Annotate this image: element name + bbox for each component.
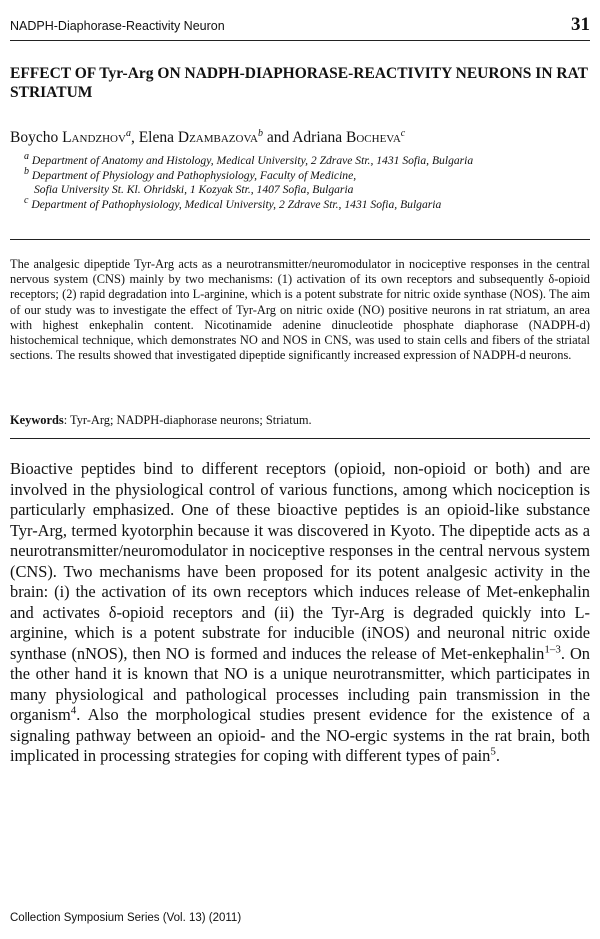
author-surname: Landzhov [62,129,126,146]
affiliation-mark: a [24,151,29,163]
affiliation-mark: c [24,194,29,206]
abstract-top-rule [10,239,590,240]
keywords-text: : Tyr-Arg; NADPH-diaphorase neurons; Striatum. [63,413,312,427]
citation-ref: 1–3 [544,643,561,656]
body-text [10,459,590,767]
affiliation-b-continuation: Sofia University St. Kl. Ohridski, 1 Kozyak Str., 1407 Sofia, Bulgaria [34,183,354,196]
author-given-name: Elena [138,129,174,146]
affiliation-list [24,151,474,212]
body-text-segment: Bioactive peptides bind to different receptors (opioid, non-opioid or both) and are involved in the physiological control of various functions, among which nociception is particularly emphasized. One of these bioactive peptides is an opioid-like substance Tyr-Arg, termed kyotorphin because it was discovered in Kyoto. The dipeptide acts as a neurotransmitter/neuromodulator in nociceptive responses in the central nervous system (CNS). Two mechanisms have been proposed for its potent analgesic activity in the brain: (i) the activation of its own receptors which induces release of Met-enkephalin and activates δ-opioid receptors and (ii) the Tyr-Arg is degraded quickly into L-arginine, which is a potent substrate for inducible (iNOS) and neuronal nitric oxide synthase (nNOS), then NO is formed and induces the release of Met-enkephalin [10,459,590,663]
page-number: 31 [571,14,590,35]
author-surname: Dzambazova [177,129,258,146]
affiliation-mark: b [257,127,263,139]
author-separator: , [130,129,139,146]
author-list [10,129,405,147]
body-text-segment: . Also the morphological studies present evidence for the existence of a signaling pathway between an opioid- and the NO-ergic systems in the rat brain, both implicated in processing strategies for coping with different types of pain [10,705,590,765]
author-given-name: Boycho [10,129,59,146]
journal-footer: Collection Symposium Series (Vol. 13) (2011) [10,912,242,924]
body-text-segment: . On the other hand it is known that NO is a unique neurotransmitter, which participates in many physiological and pathological processes including pain transmission in the organism [10,643,590,724]
running-title: NADPH-Diaphorase-Reactivity Neuron [10,19,225,33]
body-text-segment: . [495,746,500,765]
citation-ref: 5 [490,745,496,758]
affiliation-b [24,165,473,184]
author-separator: and [262,129,293,146]
abstract-text: The analgesic dipeptide Tyr-Arg acts as a neurotransmitter/neuromodulator in nociceptive responses in the central nervous system (CNS) mainly by two mechanisms: (1) activation of its own receptors and subsequently δ-opioid receptors; (2) rapid degradation into L-arginine, which is a potent substrate for nitric oxide synthase (NOS). The aim of our study was to investigate the effect of Tyr-Arg on nitric oxide (NO) positive neurons in rat striatum, an area with highest enkephalin content. Nicotinamide adenine dinucleotide phosphate diaphorase (NADPH-d) histochemical technique, which demonstrates NO and NOS in CNS, was used to stain cells and fibers of the striatal sections. The results showed that investigated dipeptide significantly increased expression of NADPH-d neurons. [10,257,590,363]
affiliation-text: Department of Pathophysiology, Medical University, 2 Zdrave Str., 1431 Sofia, Bulgaria [31,197,442,211]
author-surname: Bocheva [346,129,401,146]
affiliation-text: Department of Anatomy and Histology, Medical University, 2 Zdrave Str., 1431 Sofia, Bulgaria [31,154,474,167]
affiliation-mark: b [24,165,29,177]
citation-ref: 4 [70,704,77,717]
abstract-bottom-rule [10,438,590,439]
affiliation-mark: c [400,127,406,139]
keywords-label: Keywords [10,413,64,427]
body-paragraph [10,459,590,767]
running-header [10,14,590,41]
author-given-name: Adriana [292,129,343,146]
affiliation-c [24,194,473,213]
article-title: EFFECT OF Tyr-Arg ON NADPH-DIAPHORASE-REACTIVITY NEURONS IN RAT STRIATUM [10,65,588,101]
affiliation-text: Department of Physiology and Pathophysiology, Faculty of Medicine, [31,168,357,182]
affiliation-a [24,151,474,169]
affiliation-mark: a [125,127,131,139]
keywords [10,413,312,428]
abstract [10,257,590,363]
